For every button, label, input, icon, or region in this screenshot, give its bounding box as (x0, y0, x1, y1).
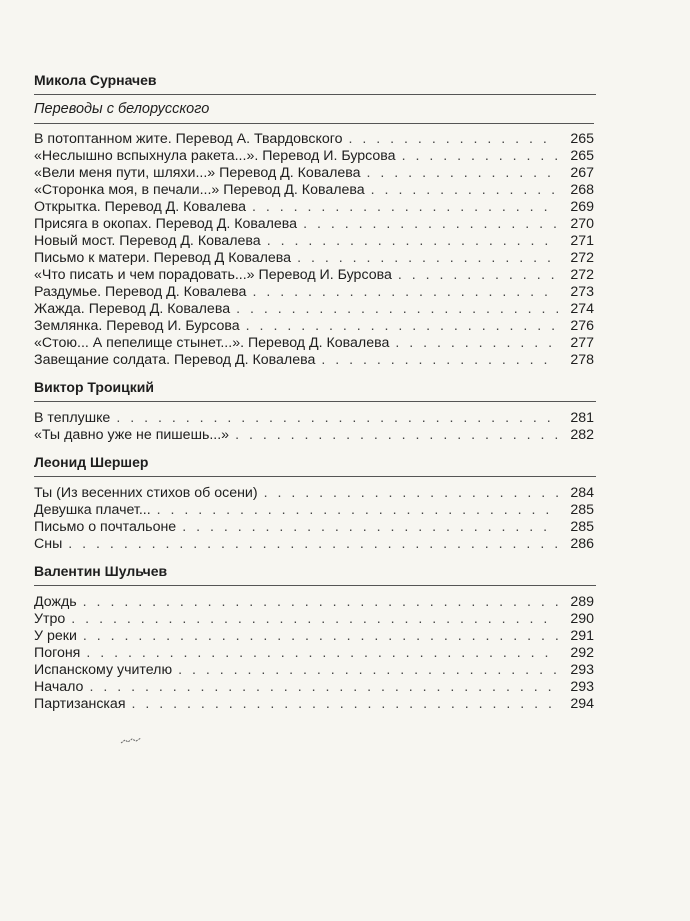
toc-entry (34, 696, 594, 713)
entry-title: Погоня (34, 645, 81, 661)
entry-title: «Что писать и чем порадовать...» Перевод И. Бурсова (34, 267, 392, 283)
toc-entry (34, 284, 594, 301)
toc-section (34, 379, 594, 444)
entry-page-number: 270 (570, 216, 594, 232)
entry-page-number: 268 (570, 182, 594, 198)
dot-leader (395, 335, 558, 352)
dot-leader (349, 131, 558, 148)
dot-leader (83, 594, 558, 611)
dot-leader (236, 301, 558, 318)
dot-leader (246, 318, 558, 335)
entry-page-number: 272 (570, 267, 594, 283)
entry-page-number: 292 (570, 645, 594, 661)
entry-page-number: 293 (570, 662, 594, 678)
pen-mark-icon (120, 737, 142, 745)
toc-entry (34, 148, 594, 165)
section-author: Леонид Шершер (34, 454, 596, 477)
toc-entry (34, 502, 594, 519)
table-of-contents (34, 72, 594, 723)
entry-title: Письмо к матери. Перевод Д Ковалева (34, 250, 292, 266)
dot-leader (71, 611, 558, 628)
entry-title: «Вели меня пути, шляхи...» Перевод Д. Ковалева (34, 165, 361, 181)
toc-entry (34, 519, 594, 536)
toc-section (34, 72, 594, 369)
dot-leader (367, 165, 558, 182)
dot-leader (132, 696, 558, 713)
toc-entry (34, 662, 594, 679)
entry-title: Завещание солдата. Перевод Д. Ковалева (34, 352, 316, 368)
toc-entry (34, 594, 594, 611)
entry-title: Жажда. Перевод Д. Ковалева (34, 301, 231, 317)
entry-page-number: 290 (570, 611, 594, 627)
entry-page-number: 272 (570, 250, 594, 266)
toc-entry (34, 182, 594, 199)
dot-leader (371, 182, 558, 199)
section-author: Виктор Троицкий (34, 379, 596, 402)
entry-title: Открытка. Перевод Д. Ковалева (34, 199, 247, 215)
entry-title: Ты (Из весенних стихов об осени) (34, 485, 258, 501)
entry-page-number: 285 (570, 519, 594, 535)
entry-page-number: 291 (570, 628, 594, 644)
dot-leader (303, 216, 558, 233)
dot-leader (402, 148, 558, 165)
toc-entry (34, 611, 594, 628)
entry-title: Землянка. Перевод И. Бурсова (34, 318, 240, 334)
dot-leader (252, 284, 558, 301)
dot-leader (89, 679, 558, 696)
entry-page-number: 294 (570, 696, 594, 712)
toc-entry (34, 335, 594, 352)
entry-title: Письмо о почтальоне (34, 519, 177, 535)
entry-page-number: 276 (570, 318, 594, 334)
dot-leader (86, 645, 558, 662)
entry-page-number: 278 (570, 352, 594, 368)
entry-page-number: 271 (570, 233, 594, 249)
toc-entry (34, 628, 594, 645)
entry-page-number: 282 (570, 427, 594, 443)
entry-title: «Ты давно уже не пишешь...» (34, 427, 230, 443)
toc-entry (34, 199, 594, 216)
entry-title: Испанскому учителю (34, 662, 173, 678)
section-subtitle: Переводы с белорусского (34, 101, 594, 124)
toc-entry (34, 267, 594, 284)
toc-entry (34, 318, 594, 335)
dot-leader (116, 410, 558, 427)
entry-page-number: 293 (570, 679, 594, 695)
dot-leader (83, 628, 558, 645)
entry-page-number: 281 (570, 410, 594, 426)
dot-leader (157, 502, 558, 519)
entry-title: «Стою... А пепелище стынет...». Перевод Д. Ковалева (34, 335, 390, 351)
entry-page-number: 267 (570, 165, 594, 181)
toc-entry (34, 233, 594, 250)
toc-entry (34, 352, 594, 369)
entry-page-number: 284 (570, 485, 594, 501)
entry-title: Новый мост. Перевод Д. Ковалева (34, 233, 261, 249)
entry-page-number: 289 (570, 594, 594, 610)
entry-page-number: 273 (570, 284, 594, 300)
entry-page-number: 265 (570, 131, 594, 147)
entry-page-number: 277 (570, 335, 594, 351)
section-author: Микола Сурначев (34, 72, 596, 95)
entry-page-number: 285 (570, 502, 594, 518)
toc-entry (34, 645, 594, 662)
toc-entry (34, 536, 594, 553)
toc-entry (34, 679, 594, 696)
entry-title: «Неслышно вспыхнула ракета...». Перевод И. Бурсова (34, 148, 396, 164)
toc-entry (34, 427, 594, 444)
entry-title: Девушка плачет... (34, 502, 151, 518)
toc-entry (34, 165, 594, 182)
toc-entry (34, 485, 594, 502)
entry-title: В потоптанном жите. Перевод А. Твардовского (34, 131, 343, 147)
entry-title: У реки (34, 628, 77, 644)
entry-page-number: 286 (570, 536, 594, 552)
entry-title: В теплушке (34, 410, 111, 426)
dot-leader (398, 267, 558, 284)
entry-page-number: 274 (570, 301, 594, 317)
toc-entry (34, 250, 594, 267)
entry-title: Сны (34, 536, 63, 552)
dot-leader (235, 427, 558, 444)
dot-leader (68, 536, 558, 553)
toc-entry (34, 410, 594, 427)
toc-entry (34, 301, 594, 318)
entry-title: Начало (34, 679, 84, 695)
dot-leader (264, 485, 558, 502)
dot-leader (252, 199, 558, 216)
dot-leader (178, 662, 558, 679)
entry-title: Партизанская (34, 696, 126, 712)
dot-leader (297, 250, 558, 267)
toc-sections (34, 72, 594, 713)
entry-title: «Сторонка моя, в печали...» Перевод Д. Ковалева (34, 182, 365, 198)
dot-leader (267, 233, 558, 250)
entry-page-number: 269 (570, 199, 594, 215)
entry-title: Утро (34, 611, 66, 627)
entry-title: Присяга в окопах. Перевод Д. Ковалева (34, 216, 298, 232)
entry-title: Раздумье. Перевод Д. Ковалева (34, 284, 247, 300)
entry-page-number: 265 (570, 148, 594, 164)
toc-section (34, 454, 594, 553)
dot-leader (321, 352, 558, 369)
entry-title: Дождь (34, 594, 77, 610)
toc-section (34, 563, 594, 713)
dot-leader (182, 519, 558, 536)
section-author: Валентин Шульчев (34, 563, 596, 586)
toc-entry (34, 131, 594, 148)
toc-entry (34, 216, 594, 233)
